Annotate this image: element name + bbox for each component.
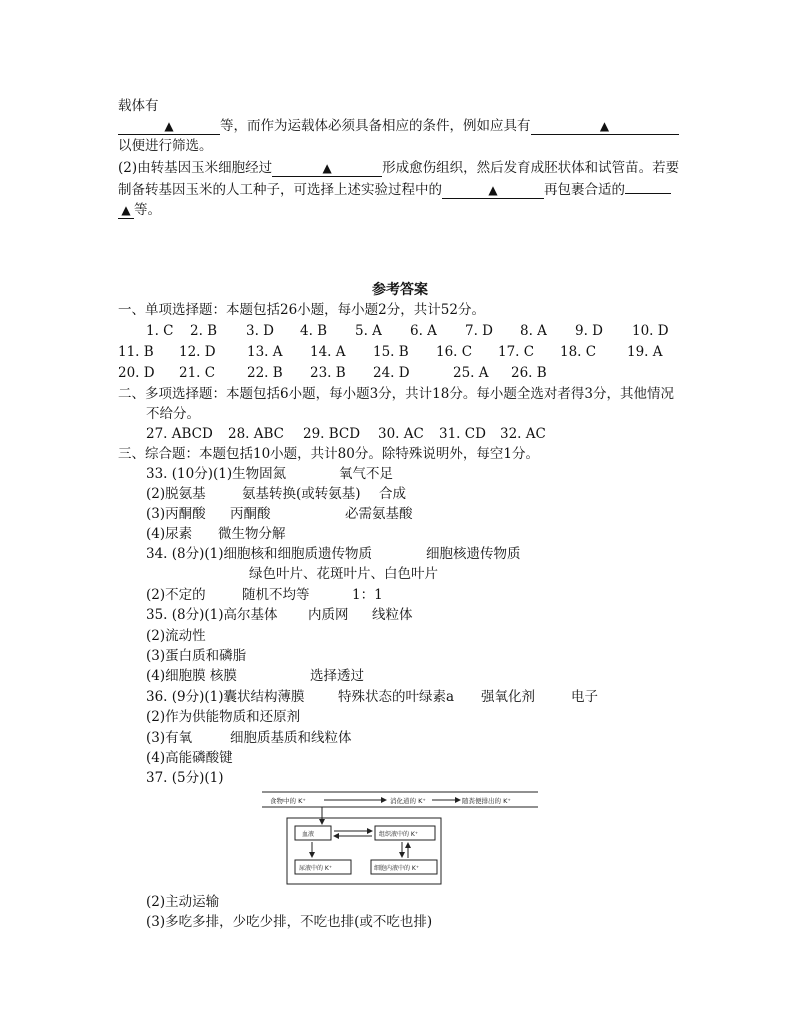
section-2-head-cont: 不给分。 — [146, 406, 200, 422]
answer-text: (3)有氧 — [146, 730, 193, 746]
q-line-5 — [118, 180, 671, 200]
answer-text: 细胞核遗传物质 — [426, 546, 521, 562]
triangle-mark: ▲ — [121, 203, 131, 217]
q-line-6 — [118, 200, 161, 220]
q34-line-2: 绿色叶片、花斑叶片、白色叶片 — [249, 566, 438, 582]
answer-text: 强氧化剂 — [481, 689, 535, 705]
label-urine: 尿液中的 K⁺ — [299, 865, 333, 872]
text: 制备转基因玉米的人工种子，可选择上述实验过程中的 — [118, 182, 442, 198]
answer-item: 27. ABCD — [146, 426, 213, 442]
answer-item: 18. C — [560, 344, 597, 360]
answer-text: (2)不定的 — [146, 587, 206, 603]
q37-line-2: (2)主动运输 — [146, 894, 220, 910]
q37-line-3: (3)多吃多排，少吃少排，不吃也排(或不吃也排) — [146, 914, 433, 930]
q34-line-1 — [146, 544, 521, 564]
answer-text: 随机不均等 — [242, 587, 310, 603]
q35-line-1 — [146, 605, 413, 625]
q33-line-2 — [146, 484, 406, 504]
label-food-k: 食物中的 K⁺ — [270, 797, 306, 805]
triangle-mark: ▲ — [164, 119, 174, 133]
q33-line-1 — [146, 464, 393, 484]
answer-row-2 — [118, 342, 677, 362]
section-2-head: 二、多项选择题：本题包括6小题，每小题3分，共计18分。每小题全选对者得3分，其他情况 — [118, 386, 674, 402]
q-line-3 — [118, 136, 213, 156]
q33-line-3 — [146, 504, 413, 524]
label-tissue-fluid: 组织液中的 K⁺ — [379, 831, 419, 838]
answer-text: 线粒体 — [372, 607, 413, 623]
answer-text: 34. (8分)(1)细胞核和细胞质遗传物质 — [146, 546, 373, 562]
triangle-mark: ▲ — [488, 183, 498, 197]
q33-line-4 — [146, 524, 286, 544]
potassium-flow-diagram — [262, 790, 538, 886]
answer-item: 1. C — [146, 323, 174, 339]
answer-item: 24. D — [373, 365, 410, 381]
text: 等。 — [134, 202, 161, 218]
answer-text: 33. (10分)(1)生物固氮 — [146, 466, 287, 482]
answer-item: 21. C — [179, 365, 216, 381]
answer-item: 28. ABC — [228, 426, 285, 442]
answer-item: 9. D — [575, 323, 603, 339]
answer-item: 10. D — [632, 323, 669, 339]
q36-line-3 — [146, 728, 352, 748]
answer-item: 13. A — [247, 344, 283, 360]
q-line-4 — [118, 158, 679, 178]
answer-item: 23. B — [310, 365, 346, 381]
answer-text: 微生物分解 — [218, 526, 286, 542]
triangle-mark: ▲ — [322, 161, 332, 175]
text: 形成愈伤组织，然后发育成胚状体和试管苗。若要 — [382, 160, 680, 176]
answer-item: 16. C — [436, 344, 473, 360]
triangle-mark: ▲ — [599, 119, 610, 133]
answer-item: 7. D — [465, 323, 493, 339]
answer-item: 17. C — [498, 344, 535, 360]
label-blood: 血液 — [302, 831, 315, 838]
answer-text: 内质网 — [308, 607, 349, 623]
answer-text: (4)尿素 — [146, 526, 193, 542]
answer-blank — [272, 160, 382, 177]
q36-line-4: (4)高能磷酸键 — [146, 750, 233, 766]
text: 以便进行筛选。 — [118, 138, 213, 154]
answer-item: 11. B — [118, 344, 154, 360]
q37-line-1: 37. (5分)(1) — [146, 770, 224, 786]
answer-item: 19. A — [627, 344, 663, 360]
q-line-2 — [118, 116, 679, 136]
answer-blank — [118, 202, 134, 219]
text: 等，而作为运载体必须具备相应的条件，例如应具有 — [220, 118, 531, 134]
answer-blank — [531, 118, 679, 135]
answer-item: 26. B — [511, 365, 547, 381]
text: (2)由转基因玉米细胞经过 — [118, 160, 273, 176]
section-1-head: 一、单项选择题：本题包括26小题，每小题2分，共计52分。 — [118, 302, 485, 318]
q36-line-1 — [146, 687, 598, 707]
answer-blank — [442, 182, 544, 199]
answer-text: 特殊状态的叶绿素a — [338, 689, 455, 705]
answer-item: 14. A — [310, 344, 346, 360]
text: 再包裹合适的 — [544, 182, 625, 198]
q35-line-2: (2)流动性 — [146, 628, 206, 644]
answer-text: (4)细胞膜 核膜 — [146, 668, 237, 684]
answer-item: 8. A — [520, 323, 547, 339]
answer-item: 22. B — [247, 365, 283, 381]
answer-text: (3)丙酮酸 — [146, 506, 206, 522]
answer-text: 合成 — [379, 486, 406, 502]
answer-item: 6. A — [410, 323, 437, 339]
label-feces-k: 随粪便排出的 K⁺ — [462, 797, 511, 805]
answer-item: 29. BCD — [303, 426, 361, 442]
answer-text: 氨基转换(或转氨基) — [242, 486, 361, 502]
q-line-1 — [118, 96, 159, 116]
q34-line-3 — [146, 585, 383, 605]
answer-row-3 — [118, 363, 561, 383]
answer-blank — [625, 193, 671, 194]
label-digestive-k: 消化道的 K⁺ — [390, 797, 426, 805]
page-title: 参考答案 — [372, 282, 428, 298]
answer-item: 30. AC — [378, 426, 424, 442]
answer-text: 电子 — [571, 689, 598, 705]
answer-text: 选择透过 — [310, 668, 364, 684]
answer-row-multi — [146, 424, 550, 444]
answer-item: 5. A — [355, 323, 382, 339]
answer-item: 15. B — [373, 344, 409, 360]
answer-item: 25. A — [453, 365, 489, 381]
answer-item: 3. D — [246, 323, 274, 339]
answer-item: 32. AC — [500, 426, 546, 442]
answer-item: 4. B — [300, 323, 328, 339]
text: 载体有 — [118, 98, 159, 114]
q35-line-4 — [146, 666, 364, 686]
answer-text: 氧气不足 — [339, 466, 393, 482]
answer-text: 36. (9分)(1)囊状结构薄膜 — [146, 689, 305, 705]
answer-blank — [118, 118, 220, 135]
answer-item: 31. CD — [439, 426, 486, 442]
answer-text: 1：1 — [352, 587, 383, 603]
q36-line-2: (2)作为供能物质和还原剂 — [146, 709, 301, 725]
answer-text: (2)脱氨基 — [146, 486, 206, 502]
answer-item: 20. D — [118, 365, 155, 381]
answer-item: 12. D — [179, 344, 216, 360]
answer-text: 丙酮酸 — [230, 506, 271, 522]
answer-text: 必需氨基酸 — [345, 506, 413, 522]
answer-item: 2. B — [190, 323, 218, 339]
answer-text: 细胞质基质和线粒体 — [230, 730, 352, 746]
section-3-head: 三、综合题：本题包括10小题，共计80分。除特殊说明外，每空1分。 — [118, 446, 539, 462]
answer-text: 35. (8分)(1)高尔基体 — [146, 607, 278, 623]
q35-line-3: (3)蛋白质和磷脂 — [146, 648, 247, 664]
label-intracellular: 细胞内液中的 K⁺ — [374, 865, 420, 872]
answer-row-1 — [146, 321, 682, 341]
